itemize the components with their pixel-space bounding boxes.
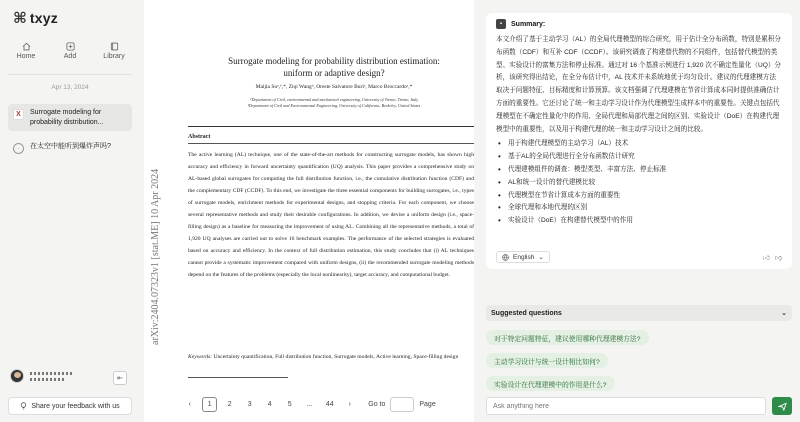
- pdf-icon: X: [13, 109, 24, 120]
- suggested-heading: Suggested questions: [491, 309, 562, 317]
- summary-text: 本文介绍了基于主动学习（AL）的全局代理模型的综合研究，用于估计全分布函数，特别是累积分布函数（CDF）和互补 CDF（CCDF）。该研究调查了构建替代物的不同组件，包括替代模型的类型、实验设计的富集方法和停止标准。通过对 16 个基准示例进行 1,920 次不确定性量化（UQ）分析，该研究得出结论，在全分布估计中，AL 技术并未系统地优于均匀设计。建议的代理建模方法取决于问题特征、目标精度和计算预算。该文档强调了代理建模在节省计算成本同时提供准确估计方面的重要性。它还讨论了统一和主动学习设计作为代理模型生成样本中的重要性。关键点包括代理模型在不确定性量化中的作用、全局代理和局部代理之间的区别、实验设计（DoE）在构建代理模型中的重要性，以及用于构建代理的统一和主动学习设计之间的比较。: [496, 36, 782, 133]
- language-value: English: [513, 253, 535, 261]
- affiliation-1: ᵃDepartment of Civil, environmental and mechanical engineering, University of Trento, Trento, Italy: [249, 97, 419, 102]
- history-item-chat[interactable]: [8, 138, 132, 158]
- summary-bullet: • 全球代理和本地代理的区别: [496, 202, 782, 215]
- summary-bullets: [496, 138, 782, 228]
- page-button-1[interactable]: 1: [202, 397, 217, 412]
- summary-footer: [496, 251, 782, 263]
- home-icon: [22, 42, 31, 51]
- goto-label: Go to: [368, 401, 386, 408]
- suggested-header[interactable]: [486, 305, 792, 321]
- arxiv-identifier: arXiv:2404.07323v1 [stat.ME] 10 Apr 2024: [150, 168, 161, 345]
- paper-authors: Maijia Suᵃ,ᵇ,*, Ziqi Wangᵇ, Oreste Salvatore Buriᵃ, Marco Broccardoᵃ,*: [255, 84, 413, 90]
- library-icon: [110, 42, 119, 51]
- summary-bullet: • 用于构建代理模型的主动学习（AL）技术: [496, 138, 782, 151]
- keywords-label: Keywords:: [188, 354, 213, 360]
- page-button-3[interactable]: 3: [247, 401, 252, 408]
- affiliation-2: ᵇDepartment of Civil and Environmental Engineering, University of California, Berkeley, United States: [247, 102, 421, 108]
- feedback-label: Share your feedback with us: [31, 402, 120, 410]
- page-button-44[interactable]: 44: [325, 401, 334, 408]
- summary-bullet: • 代理模型在节省计算成本方面的重要性: [496, 190, 782, 203]
- lightbulb-icon: [20, 402, 27, 410]
- page-label: Page: [419, 401, 436, 408]
- history-item-paper[interactable]: [8, 104, 132, 131]
- goto-page-input[interactable]: [390, 397, 414, 412]
- nav-library[interactable]: [94, 42, 134, 60]
- send-icon: [778, 402, 787, 411]
- user-info-redacted: [30, 372, 74, 381]
- history-item-title: Surrogate modeling for probability distribution...: [30, 109, 104, 126]
- paper-title-line1: Surrogate modeling for probability distribution estimation:: [228, 56, 440, 66]
- assistant-icon: ▪: [496, 19, 506, 29]
- abstract-body: The active learning (AL) technique, one of the state-of-the-art methods for constructing surrogate models, has shown high accuracy and efficiency in forward uncertainty quantification (UQ) analysis. This paper provides a comprehensive study on AL-based global surrogates for computing the full distribution function, i.e., the cumulative distribution function (CDF) and the complementary CDF (CCDF). To this end, we investigate the three essential components for building surrogates, i.e., types of surrogate models, enrichment methods for experimental designs, and stopping criteria. For each component, we choose several representative methods and study their desirable configurations. In addition, we devise a uniform design (i.e., space-filling design) as a baseline for measuring the improvement of using AL. Combining all the representative methods, a total of 1,920 UQ analyses are carried out to solve 16 benchmark examples. The performance of the selected strategies is evaluated based on accuracy and efficiency. In the context of full distribution estimation, this study concludes that (i) AL techniques cannot provide a systematic improvement compared with uniform designs, (ii) the recommended surrogate modeling methods depend on the features of the problems (especially the local nonlinearity), target accuracy, and computational budget.: [188, 152, 474, 278]
- chevron-down-icon[interactable]: ⌄: [781, 310, 787, 317]
- user-profile[interactable]: [10, 369, 130, 383]
- nav-add[interactable]: [50, 42, 90, 60]
- keywords: [188, 351, 474, 363]
- pdf-viewer[interactable]: [144, 0, 474, 422]
- nav-home[interactable]: [6, 42, 46, 60]
- abstract-heading: Abstract: [188, 134, 211, 140]
- history-item-title: 在太空中能听到爆炸声吗?: [30, 143, 111, 150]
- summary-card: [486, 13, 792, 269]
- suggested-question-chip[interactable]: 实验设计在代理建模中的作用是什么?: [486, 376, 615, 391]
- logo-text: txyz: [29, 10, 58, 26]
- ask-input[interactable]: [486, 397, 766, 415]
- avatar: [10, 369, 24, 383]
- feedback-button[interactable]: [8, 397, 132, 415]
- summary-bullet: • 实验设计（DoE）在构建替代模型中的作用: [496, 215, 782, 228]
- page-ellipsis[interactable]: ...: [306, 401, 313, 408]
- chevron-down-icon: ⌄: [538, 254, 544, 261]
- paper-title-line2: uniform or adaptive design?: [283, 68, 385, 78]
- nav-home-label: Home: [16, 53, 36, 60]
- suggested-question-chip[interactable]: 对于特定问题特征，建议使用哪种代理建模方法?: [486, 330, 649, 345]
- sidebar-divider: [8, 74, 132, 75]
- summary-bullet: • 代理建模组件的调查：模型类型、丰富方法、停止标准: [496, 164, 782, 177]
- language-select[interactable]: [496, 251, 550, 263]
- paper-affiliations: [194, 97, 474, 108]
- summary-title: Summary:: [511, 20, 546, 28]
- ask-bar: [486, 397, 792, 415]
- feedback-thumbs: [763, 253, 782, 262]
- collapse-icon: ⇤: [117, 375, 123, 382]
- summary-bullet: • 基于AL的全局代理进行全分布函数估计研究: [496, 151, 782, 164]
- suggested-question-chip[interactable]: 主动学习设计与统一设计相比如何?: [486, 353, 608, 368]
- suggested-questions: [486, 305, 792, 391]
- assistant-panel: [478, 0, 800, 422]
- goto-page: [368, 397, 435, 412]
- summary-bullet: • AL和统一设计的替代建模比较: [496, 177, 782, 190]
- keywords-text: Uncertainty quantification, Full distribution function, Surrogate models, Active learning, Space-filling design: [213, 354, 459, 360]
- thumbs-down-icon[interactable]: 👎︎: [774, 254, 782, 262]
- rule-mid: [188, 143, 474, 144]
- pagination: [144, 387, 474, 422]
- chat-icon: ·: [13, 143, 24, 154]
- logo-mark-icon: ⌘: [13, 9, 27, 27]
- globe-icon: [502, 254, 509, 261]
- paper-title: [194, 55, 474, 79]
- thumbs-up-icon[interactable]: 👍︎: [762, 254, 770, 262]
- rule-top: [188, 126, 474, 127]
- rule-bottom: [188, 377, 288, 378]
- collapse-sidebar-button[interactable]: [113, 371, 127, 385]
- nav-add-label: Add: [63, 53, 77, 60]
- page-button-4[interactable]: 4: [267, 401, 272, 408]
- history-date: Apr 13, 2024: [51, 84, 89, 91]
- summary-header: [496, 19, 782, 29]
- pdf-page[interactable]: [144, 0, 474, 387]
- app-logo[interactable]: [13, 10, 58, 26]
- sidebar: [0, 0, 140, 422]
- prev-page-button[interactable]: ‹: [188, 401, 191, 408]
- next-page-button[interactable]: ›: [348, 401, 351, 408]
- page-button-5[interactable]: 5: [287, 401, 292, 408]
- nav-library-label: Library: [103, 53, 125, 60]
- page-button-2[interactable]: 2: [227, 401, 232, 408]
- send-button[interactable]: [772, 397, 792, 415]
- plus-circle-icon: [66, 42, 75, 51]
- main-nav: [0, 42, 140, 60]
